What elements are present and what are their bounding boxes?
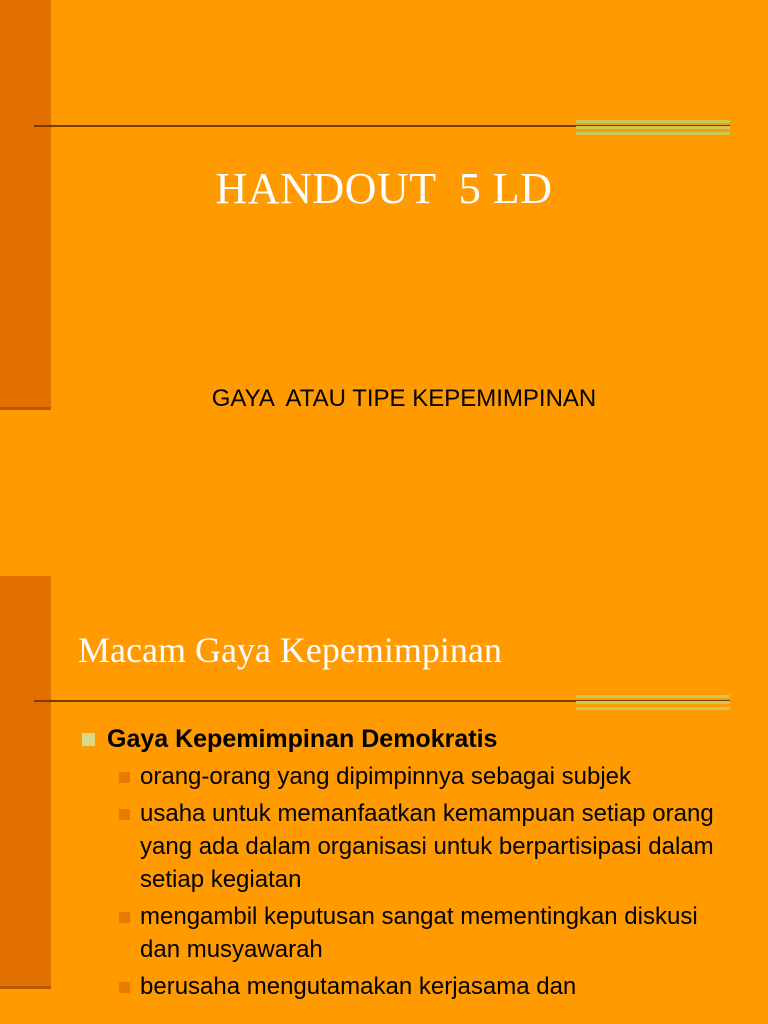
accent-bars xyxy=(576,120,730,138)
slide-title: HANDOUT 5 LD xyxy=(215,164,553,213)
slide-side-bar xyxy=(0,576,51,988)
list-item-text: usaha untuk memanfaatkan kemampuan setiap orang yang ada dalam organisasi untuk berpartisipasi dalam setiap kegiatan xyxy=(140,800,714,893)
bullet-heading xyxy=(82,722,742,756)
square-bullet-icon xyxy=(82,733,95,746)
accent-bar xyxy=(576,701,730,704)
list-item xyxy=(82,797,742,896)
accent-bar xyxy=(576,707,730,710)
square-bullet-icon xyxy=(119,809,130,820)
side-bar-edge xyxy=(0,986,51,989)
square-bullet-icon xyxy=(119,982,130,993)
list-item-text: orang-orang yang dipimpinnya sebagai subjek xyxy=(140,763,631,790)
list-item xyxy=(82,760,742,793)
list-item xyxy=(82,970,742,1003)
list-item-text: mengambil keputusan sangat mementingkan diskusi dan musyawarah xyxy=(140,903,698,963)
slide-2 xyxy=(0,576,768,1024)
accent-bar xyxy=(576,126,730,129)
list-item xyxy=(82,900,742,966)
accent-bar xyxy=(576,132,730,135)
slide-subtitle: GAYA ATAU TIPE KEPEMIMPINAN xyxy=(211,385,597,412)
accent-bars xyxy=(576,695,730,713)
square-bullet-icon xyxy=(119,772,130,783)
list-item-text: berusaha mengutamakan kerjasama dan xyxy=(140,973,577,1000)
square-bullet-icon xyxy=(119,912,130,923)
accent-bar xyxy=(576,695,730,698)
bullet-heading-text: Gaya Kepemimpinan Demokratis xyxy=(107,725,498,753)
slide-title: Macam Gaya Kepemimpinan xyxy=(78,630,502,670)
bullet-list xyxy=(82,722,742,1007)
slide-gap xyxy=(0,560,768,576)
accent-bar xyxy=(576,120,730,123)
